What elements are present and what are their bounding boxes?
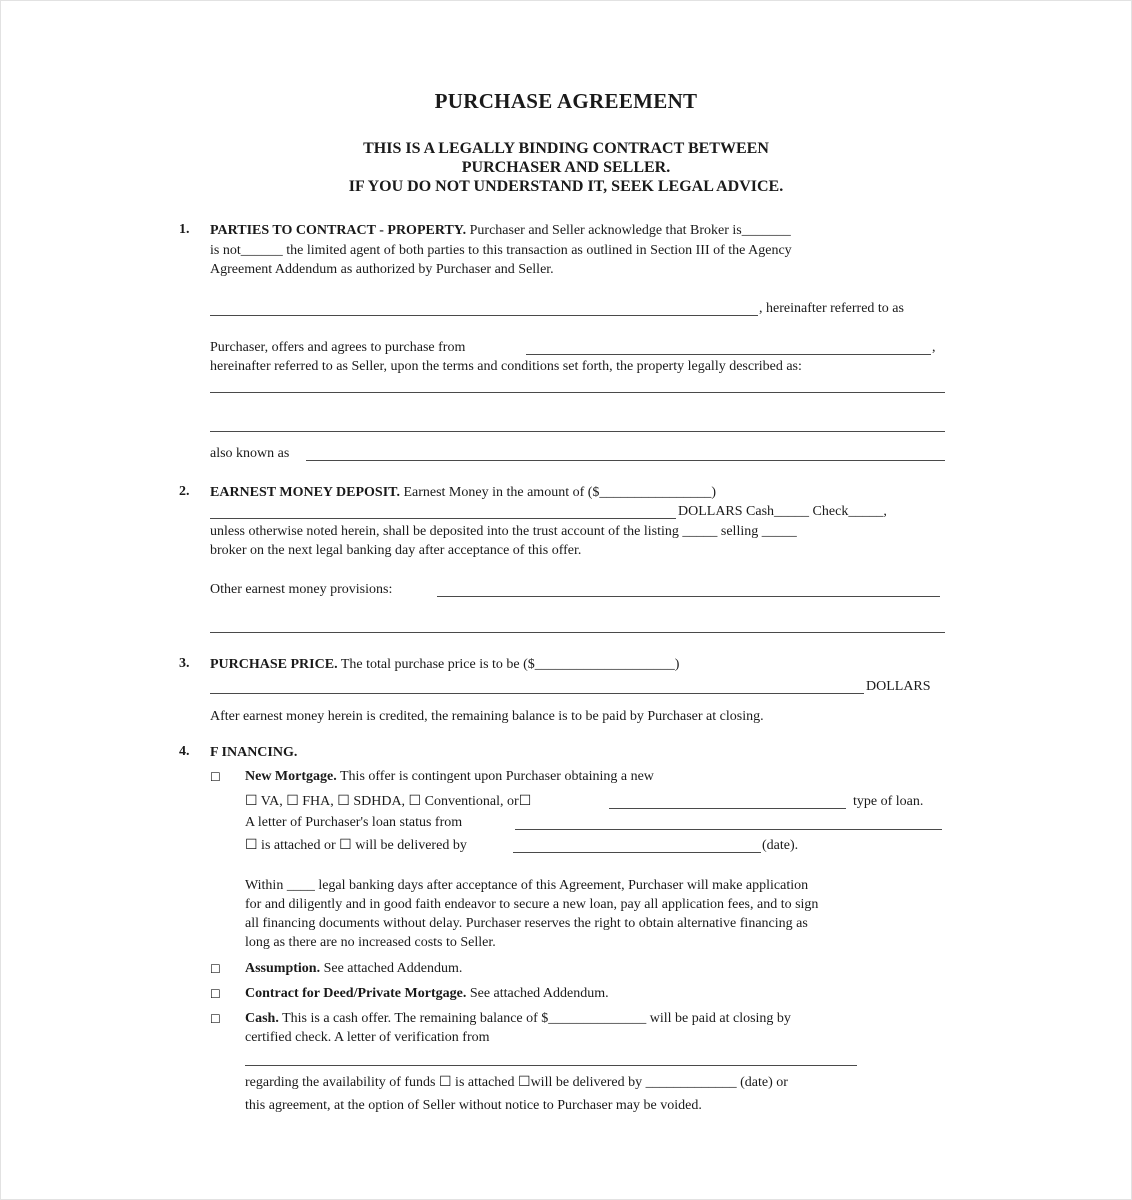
- cash-line: this agreement, at the option of Seller without notice to Purchaser may be voided.: [245, 1098, 702, 1113]
- cash-line: regarding the availability of funds ☐ is attached ☐will be delivered by _____________ (date) or: [245, 1075, 788, 1090]
- notice-line-2: PURCHASER AND SELLER.: [461, 159, 671, 176]
- legal-notice: [1, 139, 1131, 196]
- date-label: (date).: [762, 838, 799, 853]
- loan-status-line[interactable]: [515, 829, 942, 830]
- section-text: Purchaser and Seller acknowledge that Broker is_______: [469, 223, 791, 238]
- purchaser-suffix: , hereinafter referred to as: [759, 301, 904, 316]
- price-dollars-label: DOLLARS: [866, 679, 931, 694]
- seller-name-line[interactable]: [526, 354, 931, 355]
- new-mortgage-checkbox[interactable]: ☐: [210, 770, 221, 784]
- option-label: New Mortgage.: [245, 769, 337, 784]
- assumption-line: [245, 960, 462, 978]
- section-text: The total purchase price is to be ($____________________): [340, 657, 680, 672]
- option-text: See attached Addendum.: [469, 986, 609, 1001]
- section-line: unless otherwise noted herein, shall be deposited into the trust account of the listing _____ selling _____: [210, 524, 797, 539]
- legal-description-line[interactable]: [210, 431, 945, 432]
- section-line: After earnest money herein is credited, the remaining balance is to be paid by Purchaser at closing.: [210, 709, 764, 724]
- option-label: Contract for Deed/Private Mortgage.: [245, 986, 467, 1001]
- paragraph-line: long as there are no increased costs to Seller.: [245, 935, 496, 950]
- loan-status-label: A letter of Purchaser's loan status from: [245, 815, 463, 830]
- seller-text: hereinafter referred to as Seller, upon the terms and conditions set forth, the property legally described as:: [210, 359, 802, 374]
- option-text: See attached Addendum.: [323, 961, 463, 976]
- notice-line-1: THIS IS A LEGALLY BINDING CONTRACT BETWEEN: [363, 140, 769, 157]
- aka-label: also known as: [210, 446, 290, 461]
- other-provisions-line[interactable]: [210, 632, 945, 633]
- section-line: [210, 222, 791, 240]
- offer-comma: ,: [932, 340, 936, 355]
- section-number: 4.: [179, 744, 190, 759]
- section-number: 3.: [179, 656, 190, 671]
- loan-type-suffix: type of loan.: [853, 794, 924, 809]
- other-loan-type-line[interactable]: [609, 808, 846, 809]
- contract-deed-line: [245, 985, 609, 1003]
- new-mortgage-line: [245, 768, 654, 786]
- verification-line[interactable]: [245, 1065, 857, 1066]
- option-text: This offer is contingent upon Purchaser obtaining a new: [340, 769, 654, 784]
- delivery-date-line[interactable]: [513, 852, 761, 853]
- section-line: [210, 484, 716, 502]
- section-heading: PURCHASE PRICE.: [210, 657, 338, 672]
- section-number: 2.: [179, 484, 190, 499]
- deposit-amount-words-line[interactable]: [210, 518, 676, 519]
- cash-line: [245, 1010, 791, 1028]
- paragraph-line: for and diligently and in good faith endeavor to secure a new loan, pay all application fees, and to sign: [245, 897, 819, 912]
- aka-line[interactable]: [306, 460, 945, 461]
- delivery-options[interactable]: ☐ is attached or ☐ will be delivered by: [245, 838, 467, 853]
- option-label: Assumption.: [245, 961, 321, 976]
- section-heading: F INANCING.: [210, 745, 298, 760]
- assumption-checkbox[interactable]: ☐: [210, 962, 221, 976]
- section-number: 1.: [179, 222, 190, 237]
- other-provisions-line[interactable]: [437, 596, 940, 597]
- cash-line: certified check. A letter of verification from: [245, 1030, 490, 1045]
- loan-types[interactable]: ☐ VA, ☐ FHA, ☐ SDHDA, ☐ Conventional, or☐: [245, 794, 532, 809]
- section-heading: EARNEST MONEY DEPOSIT.: [210, 485, 400, 500]
- other-provisions-label: Other earnest money provisions:: [210, 582, 393, 597]
- paragraph-line: Within ____ legal banking days after acceptance of this Agreement, Purchaser will make application: [245, 878, 809, 893]
- section-line: Agreement Addendum as authorized by Purchaser and Seller.: [210, 262, 554, 277]
- offer-text: Purchaser, offers and agrees to purchase from: [210, 340, 466, 355]
- section-line: broker on the next legal banking day after acceptance of this offer.: [210, 543, 582, 558]
- option-text: This is a cash offer. The remaining balance of $______________ will be paid at closing by: [282, 1011, 791, 1026]
- section-line: is not______ the limited agent of both parties to this transaction as outlined in Section III of the Agency: [210, 243, 792, 258]
- notice-line-3: IF YOU DO NOT UNDERSTAND IT, SEEK LEGAL ADVICE.: [348, 178, 784, 195]
- price-words-line[interactable]: [210, 693, 864, 694]
- deposit-method: DOLLARS Cash_____ Check_____,: [678, 504, 887, 519]
- option-label: Cash.: [245, 1011, 279, 1026]
- cash-checkbox[interactable]: ☐: [210, 1012, 221, 1026]
- section-text: Earnest Money in the amount of ($________________): [403, 485, 717, 500]
- document-title: PURCHASE AGREEMENT: [434, 89, 698, 113]
- contract-deed-checkbox[interactable]: ☐: [210, 987, 221, 1001]
- paragraph-line: all financing documents without delay. Purchaser reserves the right to obtain alternative financing as: [245, 916, 808, 931]
- purchaser-name-line[interactable]: [210, 315, 758, 316]
- section-heading: PARTIES TO CONTRACT - PROPERTY.: [210, 223, 467, 238]
- legal-description-line[interactable]: [210, 392, 945, 393]
- section-line: [210, 656, 679, 674]
